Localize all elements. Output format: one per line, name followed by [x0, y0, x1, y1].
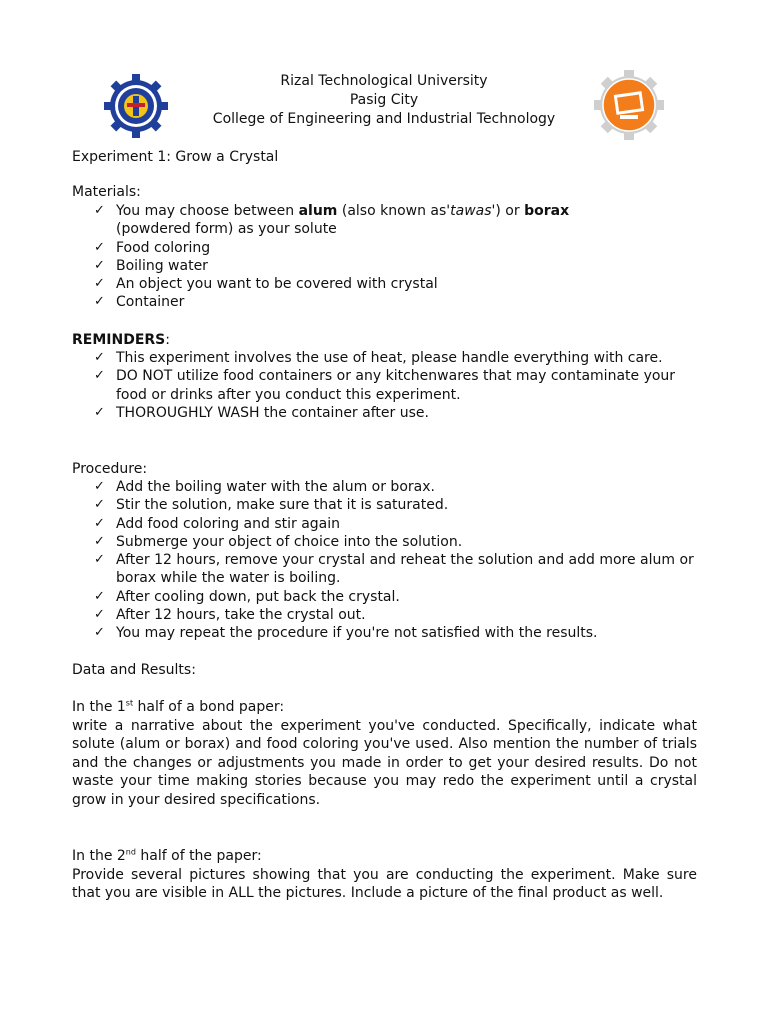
list-item: ✓ Food coloring — [94, 239, 211, 256]
list-item: ✓ Stir the solution, make sure that it is saturated. — [94, 497, 449, 514]
list-item: ✓ Container — [94, 294, 185, 311]
list-item: ✓ Add food coloring and stir again — [94, 515, 340, 532]
reminders-list — [72, 349, 702, 422]
procedure-heading: Procedure: — [72, 461, 148, 477]
document-header — [150, 72, 618, 129]
list-item: ✓ You may repeat the procedure if you're not satisfied with the results. — [94, 625, 598, 642]
list-item: ✓ After cooling down, put back the crystal. — [94, 588, 400, 605]
college-gear-seal-icon — [594, 70, 664, 140]
second-half-label: In the 2nd half of the paper: — [72, 847, 262, 864]
first-half-label: In the 1st half of a bond paper: — [72, 698, 285, 715]
check-icon: ✓ — [94, 239, 105, 255]
list-item: ✓ After 12 hours, remove your crystal and reheat the solution and add more alum or borax while the water is boiling. — [94, 552, 694, 587]
list-item: ✓ An object you want to be covered with crystal — [94, 276, 438, 293]
tawas-term: 'tawas' — [446, 203, 496, 219]
check-icon: ✓ — [94, 625, 105, 641]
list-item: ✓ Boiling water — [94, 257, 208, 274]
list-item: ✓ Submerge your object of choice into the solution. — [94, 533, 463, 550]
check-icon: ✓ — [94, 515, 105, 531]
borax-term: borax — [524, 203, 570, 219]
campus-name: Pasig City — [349, 92, 419, 108]
check-icon: ✓ — [94, 552, 105, 568]
list-item: ✓ Add the boiling water with the alum or borax. — [94, 479, 435, 495]
check-icon: ✓ — [94, 607, 105, 623]
check-icon: ✓ — [94, 588, 105, 604]
reminders-heading: REMINDERS: — [72, 332, 170, 348]
list-item: ✓ You may choose between alum (also known as'tawas') or borax (powdered form) as your solute — [94, 203, 570, 238]
check-icon: ✓ — [94, 404, 105, 420]
list-item: ✓ THOROUGHLY WASH the container after use. — [94, 404, 429, 421]
experiment-title: Experiment 1: Grow a Crystal — [72, 149, 279, 165]
university-name: Rizal Technological University — [280, 73, 488, 89]
materials-list — [72, 202, 702, 312]
list-item: ✓ This experiment involves the use of heat, please handle everything with care. — [94, 350, 663, 366]
first-half-instructions: write a narrative about the experiment you've conducted. Specifically, indicate what solute (alum or borax) and food coloring you've used. Also mention the number of trials and the changes or adjustments you made in order to get your desired results. Do not waste your time making stories because you may redo the experiment until a crystal grow in your desired specifications. — [72, 718, 697, 808]
alum-term: alum — [298, 203, 338, 219]
college-name: College of Engineering and Industrial Technology — [212, 111, 556, 127]
second-half-instructions: Provide several pictures showing that you are conducting the experiment. Make sure that you are visible in ALL the pictures. Include a picture of the final product as well. — [72, 867, 697, 902]
list-item: ✓ DO NOT utilize food containers or any kitchenwares that may contaminate your food or drinks after you conduct this experiment. — [94, 368, 676, 403]
check-icon: ✓ — [94, 276, 105, 292]
check-icon: ✓ — [94, 497, 105, 513]
list-item: ✓ After 12 hours, take the crystal out. — [94, 607, 366, 624]
check-icon: ✓ — [94, 294, 105, 310]
check-icon: ✓ — [94, 479, 105, 494]
check-icon: ✓ — [94, 533, 105, 549]
check-icon: ✓ — [94, 368, 105, 384]
materials-heading: Materials: — [72, 184, 141, 200]
check-icon: ✓ — [94, 257, 105, 273]
check-icon: ✓ — [94, 350, 105, 365]
results-heading: Data and Results: — [72, 662, 196, 678]
check-icon: ✓ — [94, 203, 105, 218]
procedure-list — [72, 478, 702, 643]
